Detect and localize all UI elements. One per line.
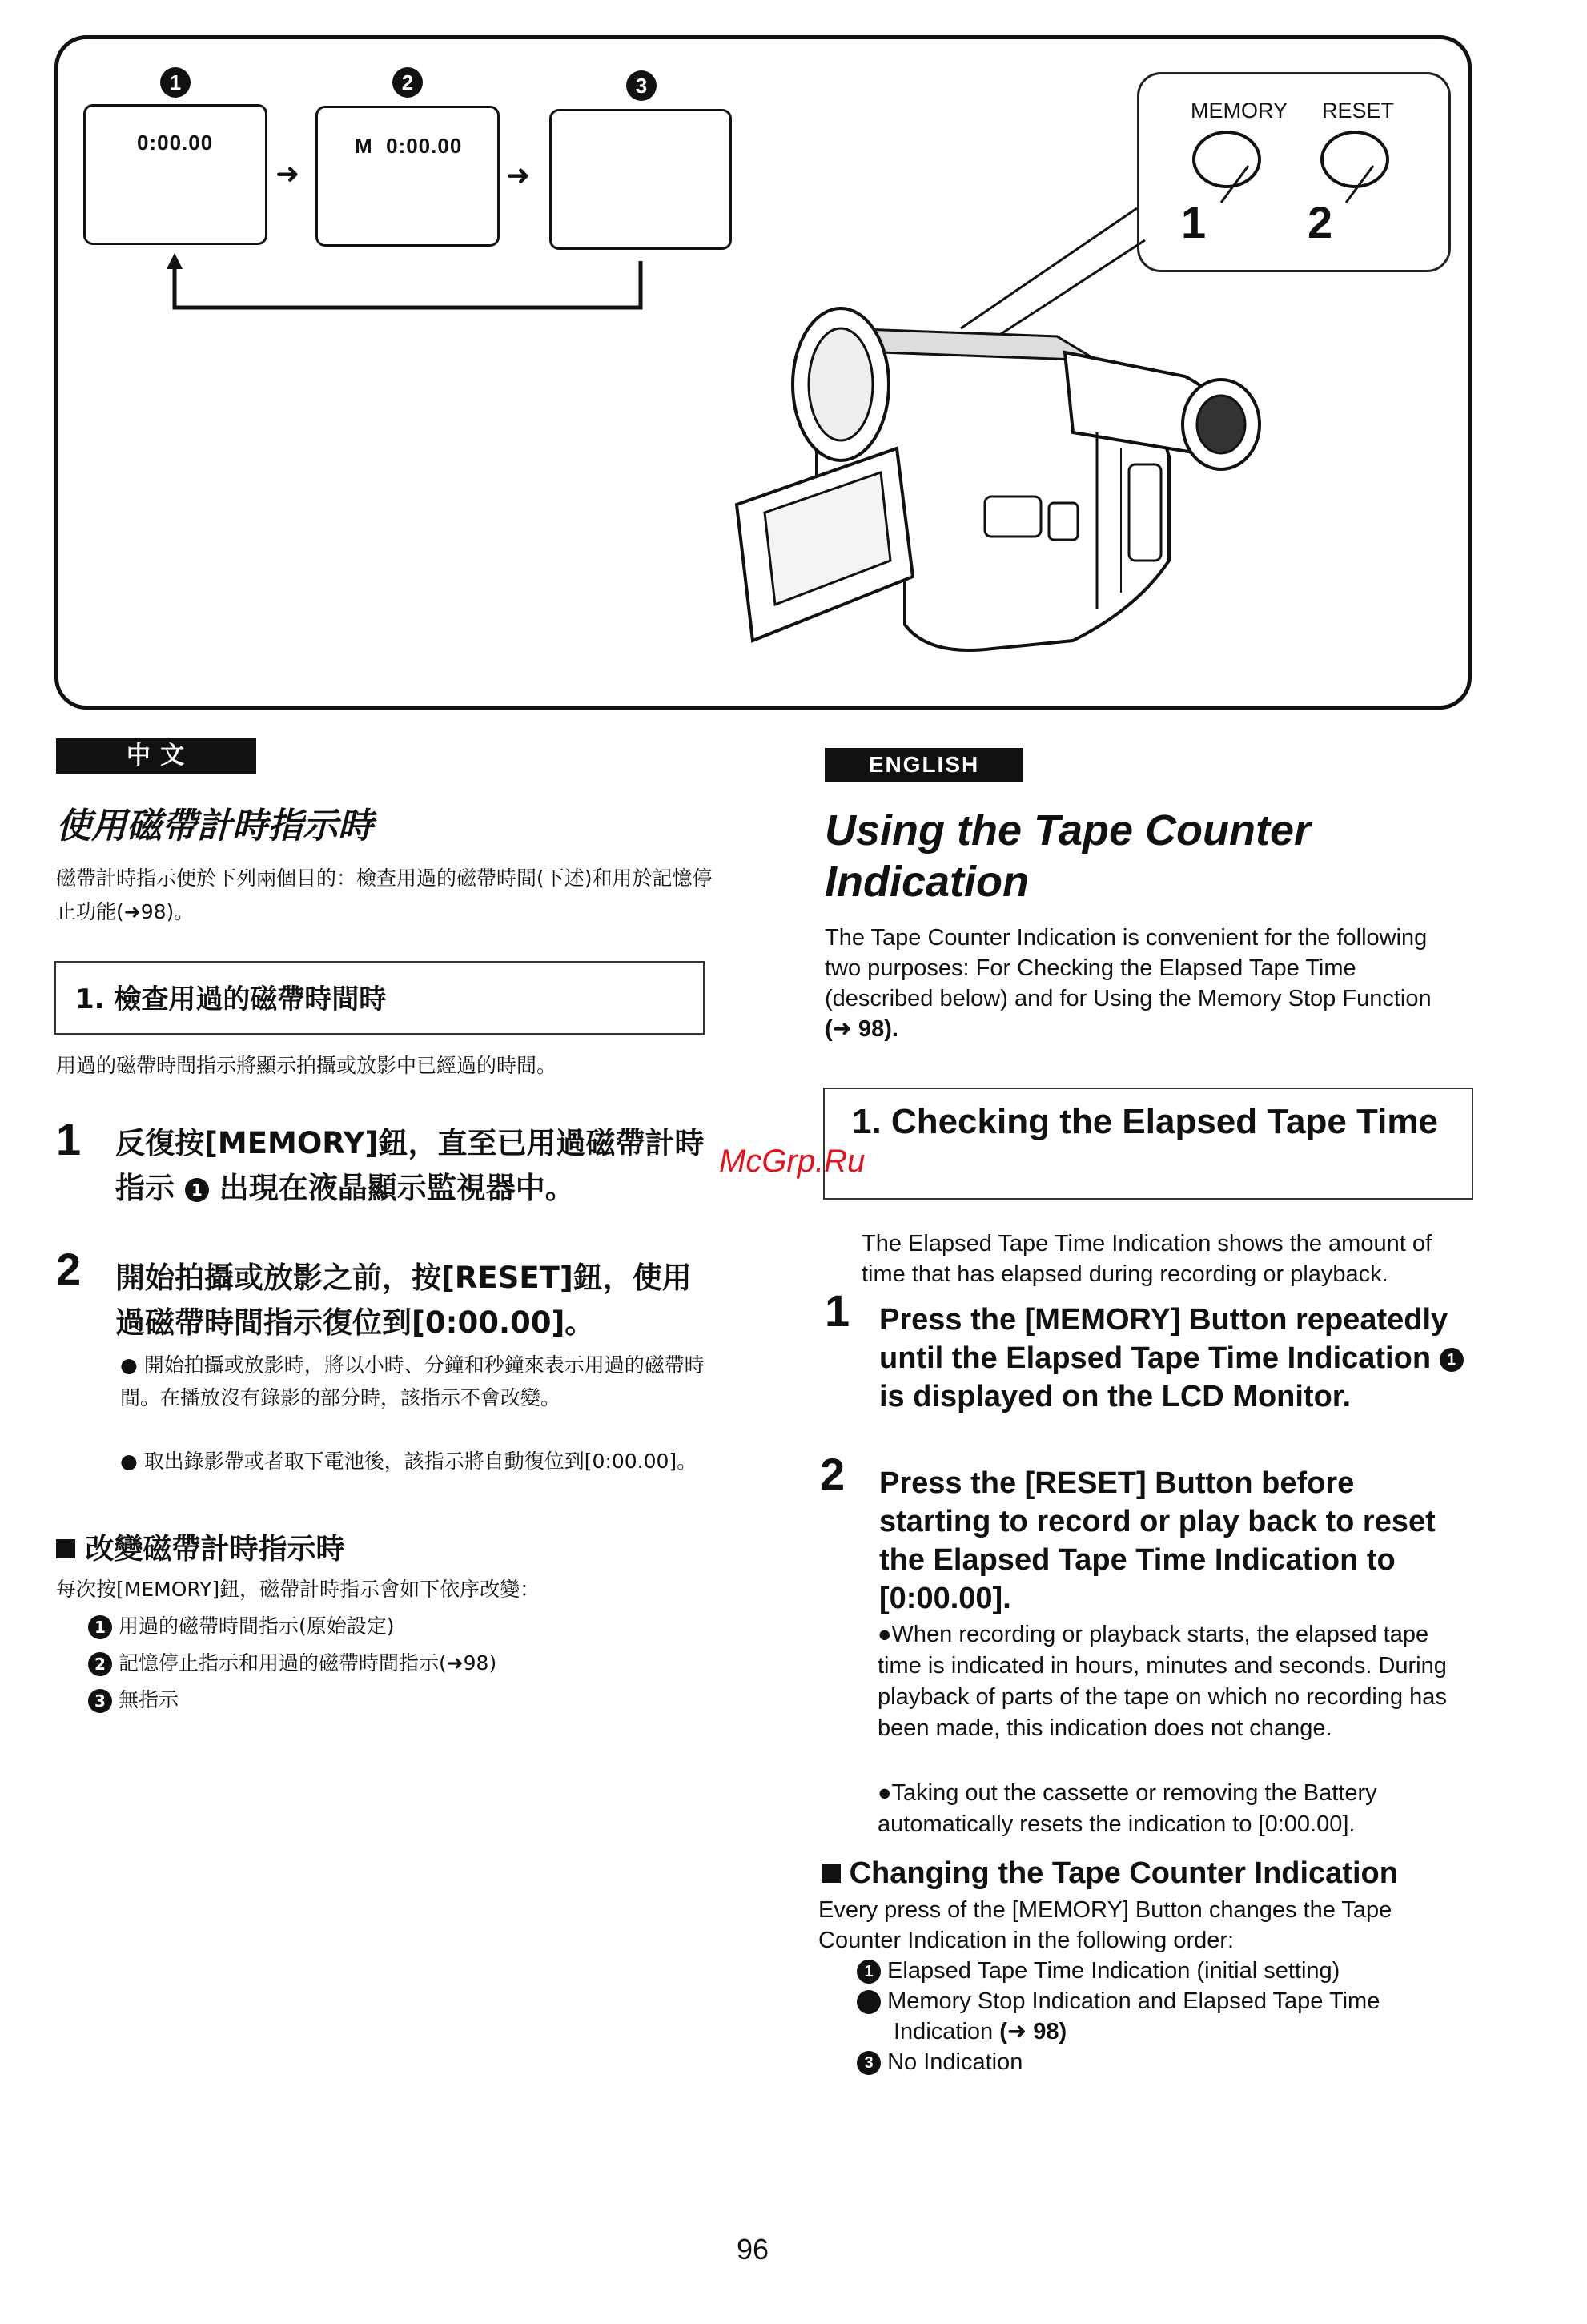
chinese-step2-bullet-1: ● 開始拍攝或放影時，將以小時、分鐘和秒鐘來表示用過的磁帶時間。在播放沒有錄影的部分時，該指示不會改變。	[120, 1353, 705, 1409]
list-item: 1 Elapsed Tape Time Indication (initial setting)	[857, 1956, 1473, 1986]
english-step2-text: Press the [RESET] Button before starting to record or play back to reset the Elapsed Tape Time Indication to [0:00.00].	[879, 1466, 1436, 1615]
circled-number-icon: 1	[88, 1615, 112, 1639]
chinese-step2-bullet-2: ● 取出錄影帶或者取下電池後，該指示將自動復位到[0:00.00]。	[120, 1449, 697, 1473]
english-step1-number: 1	[825, 1285, 850, 1336]
screen-1	[83, 104, 267, 245]
screen-2	[315, 106, 500, 247]
english-change-intro: Every press of the [MEMORY] Button changes the Tape Counter Indication in the following order:	[818, 1897, 1392, 1953]
list-item: 1 用過的磁帶時間指示(原始設定)	[88, 1608, 713, 1645]
english-step1-text: Press the [MEMORY] Button repeatedly until the Elapsed Tape Time Indication 1 is displayed on the LCD Monitor.	[879, 1301, 1472, 1416]
bullet-icon: ●	[878, 1780, 892, 1806]
memory-button-number: 1	[1181, 197, 1207, 247]
list-item: 2 記憶停止指示和用過的磁帶時間指示(➜98)	[88, 1645, 713, 1682]
arrow-right-icon: ➜	[506, 159, 531, 191]
circled-number-icon: 3	[88, 1689, 112, 1713]
circled-number-icon: 2	[88, 1652, 112, 1676]
english-intro-ref: (➜ 98).	[825, 1016, 898, 1042]
bullet-icon: ●	[120, 1353, 138, 1377]
screen-2-counter: M 0:00.00	[355, 134, 463, 158]
watermark: McGrp.Ru	[719, 1144, 866, 1179]
chinese-title: 使用磁帶計時指示時	[56, 806, 373, 846]
reset-button-label: RESET	[1322, 99, 1395, 123]
circled-number-icon: 2	[857, 1990, 881, 2014]
english-section1-box	[823, 1088, 1473, 1200]
list-item: 3 No Indication	[857, 2047, 1473, 2077]
screen-3	[549, 109, 732, 250]
english-section1-intro: The Elapsed Tape Time Indication shows the amount of time that has elapsed during recording or playback.	[862, 1231, 1432, 1287]
chinese-step1-text-b: 出現在液晶顯示監視器中。	[219, 1171, 575, 1205]
chinese-step2-number: 2	[56, 1244, 82, 1294]
english-order-list	[846, 1956, 1473, 2077]
bullet-icon: ●	[878, 1622, 892, 1647]
chinese-change-heading: 改變磁帶計時指示時	[56, 1526, 345, 1567]
square-bullet-icon	[56, 1539, 75, 1558]
english-step2-number: 2	[820, 1449, 846, 1499]
camcorder-illustration	[721, 192, 1297, 673]
english-step2-bullet-1: ●When recording or playback starts, the elapsed tape time is indicated in hours, minutes and seconds. During playback of parts of the tape on which no recording has been made, this indication does not change.	[878, 1622, 1447, 1741]
list-item: 3 無指示	[88, 1682, 713, 1719]
english-title: Using the Tape Counter Indication	[825, 806, 1312, 906]
chinese-section1-box	[54, 961, 705, 1035]
step-marker-3: 3	[626, 70, 657, 101]
bullet-icon: ●	[120, 1449, 138, 1473]
arrow-right-icon: ➜	[275, 157, 300, 190]
chinese-section1-intro: 用過的磁帶時間指示將顯示拍攝或放影中已經過的時間。	[56, 1054, 557, 1077]
square-bullet-icon	[822, 1864, 841, 1883]
return-loop-arrow-icon	[160, 248, 657, 320]
memory-button-label: MEMORY	[1191, 99, 1288, 123]
chinese-change-intro: 每次按[MEMORY]鈕，磁帶計時指示會如下依序改變：	[56, 1578, 540, 1601]
page-number: 96	[737, 2233, 769, 2266]
step-marker-2: 2	[392, 67, 423, 98]
list-item: 2 Memory Stop Indication and Elapsed Tape Time Indication (➜ 98)	[846, 1988, 1380, 2045]
circled-1-icon: 1	[185, 1178, 209, 1202]
reset-button-number: 2	[1308, 197, 1333, 247]
english-intro: The Tape Counter Indication is convenient for the following two purposes: For Checking the Elapsed Tape Time (described below) and for Using the Memory Stop Function (➜ 98).	[825, 925, 1432, 1042]
chinese-step1-number: 1	[56, 1114, 82, 1164]
chinese-order-list	[88, 1608, 713, 1719]
chinese-section1-title: 1. 檢查用過的磁帶時間時	[75, 983, 387, 1015]
chinese-step2-text: 開始拍攝或放影之前，按[RESET]鈕，使用過磁帶時間指示復位到[0:00.00]。	[115, 1261, 692, 1340]
circled-number-icon: 3	[857, 2051, 881, 2075]
chinese-step1-text-a: 反復按[MEMORY]鈕，直至已用過磁帶計時指示	[115, 1126, 705, 1205]
chinese-intro: 磁帶計時指示便於下列兩個目的：檢查用過的磁帶時間(下述)和用於記憶停止功能(➜98)。	[56, 866, 713, 923]
chinese-language-tab: 中 文	[56, 738, 256, 774]
circled-number-icon: 1	[857, 1960, 881, 1984]
chinese-step1-text	[115, 1121, 713, 1211]
circled-1-icon: 1	[1440, 1348, 1464, 1372]
english-language-tab: ENGLISH	[825, 748, 1023, 782]
english-change-heading: Changing the Tape Counter Indication	[822, 1856, 1398, 1891]
screen-1-counter: 0:00.00	[137, 131, 214, 155]
english-section1-title: 1. Checking the Elapsed Tape Time	[852, 1102, 1438, 1141]
step-marker-1: 1	[160, 67, 191, 98]
english-step2-bullet-2: ●Taking out the cassette or removing the Battery automatically resets the indication to [0:00.00].	[878, 1780, 1377, 1837]
